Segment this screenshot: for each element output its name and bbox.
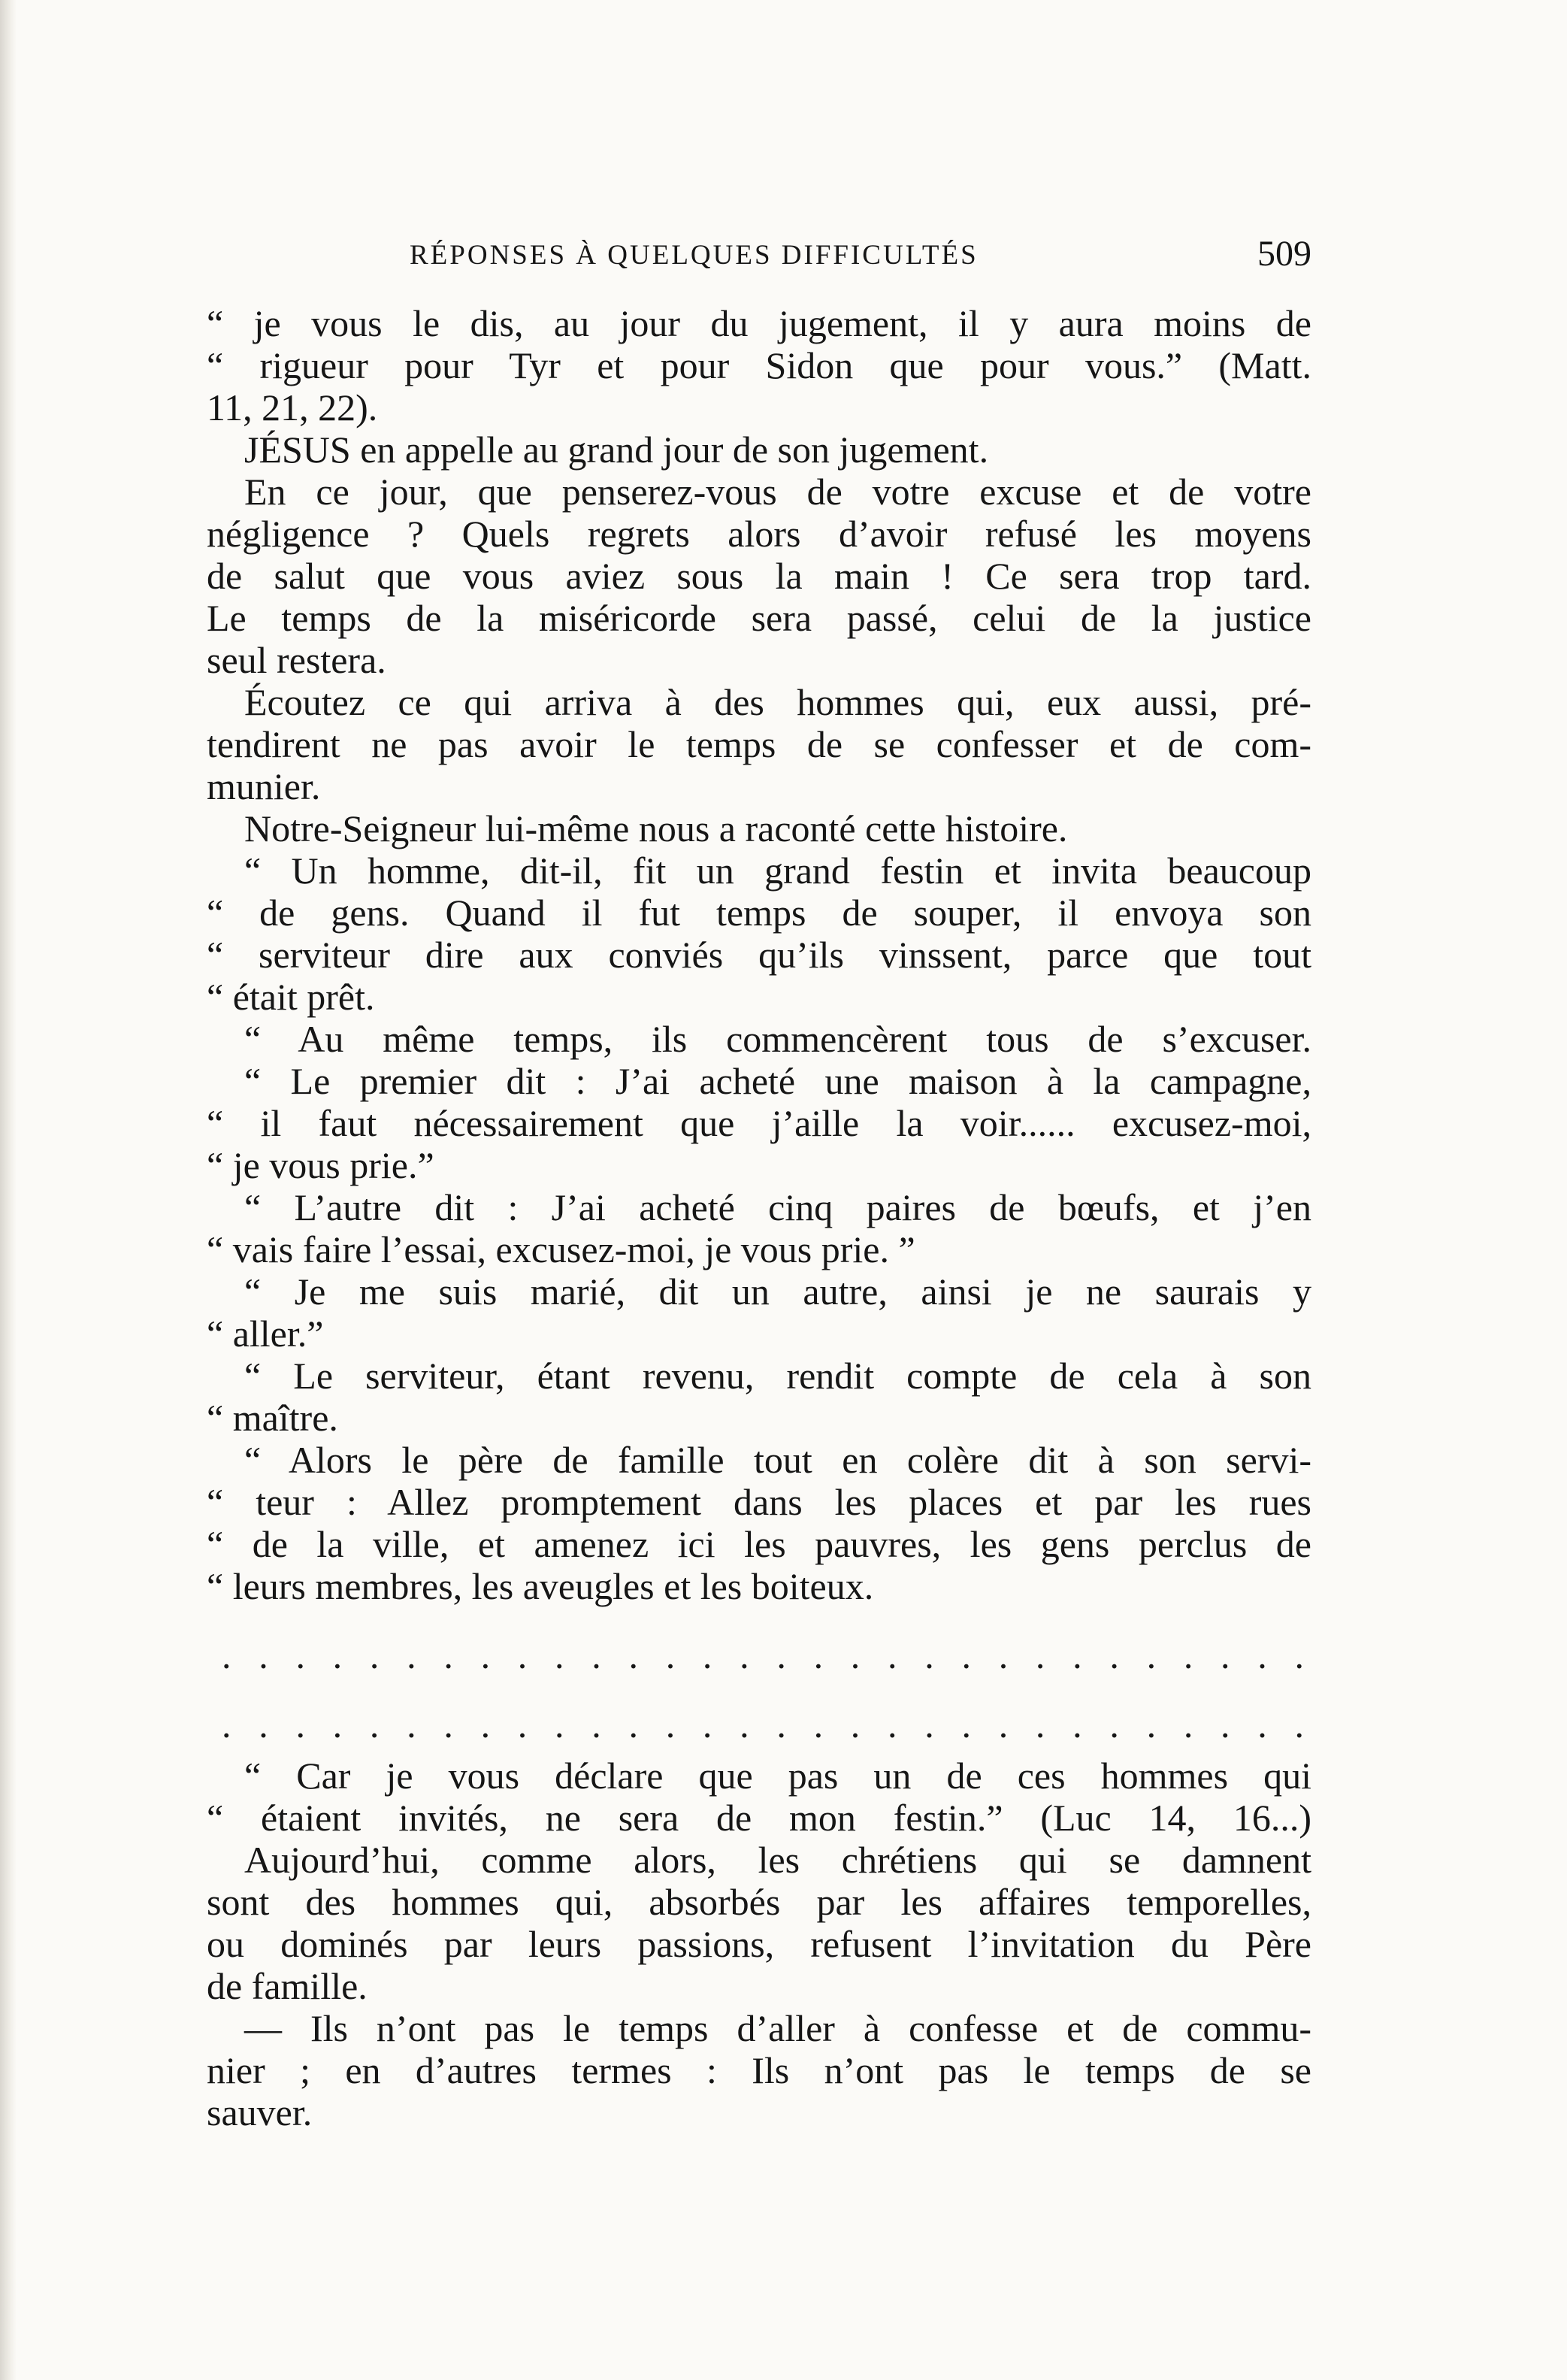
text-line: tendirent ne pas avoir le temps de se confesser et de com- xyxy=(207,723,1311,765)
text-line: “ je vous le dis, au jour du jugement, il y aura moins de xyxy=(207,302,1311,344)
text-line: “ il faut nécessairement que j’aille la voir...... excusez-moi, xyxy=(207,1102,1311,1144)
text-line: “ aller.” xyxy=(207,1313,324,1355)
text-line: nier ; en d’autres termes : Ils n’ont pas le temps de se xyxy=(207,2049,1311,2091)
text-line: Écoutez ce qui arriva à des hommes qui, eux aussi, pré- xyxy=(244,681,1311,723)
text-line: “ de la ville, et amenez ici les pauvres, les gens perclus de xyxy=(207,1523,1311,1565)
text-line: ou dominés par leurs passions, refusent l’invitation du Père xyxy=(207,1923,1311,1965)
text-line: “ Un homme, dit-il, fit un grand festin et invita beaucoup xyxy=(244,849,1311,892)
text-line: “ Car je vous déclare que pas un de ces hommes qui xyxy=(244,1755,1311,1797)
text-line: Aujourd’hui, comme alors, les chrétiens qui se damnent xyxy=(244,1839,1311,1881)
body-text xyxy=(207,302,1311,2133)
page-edge-shadow xyxy=(0,0,17,2380)
text-line: seul restera. xyxy=(207,639,386,681)
text-line: “ teur : Allez promptement dans les places et par les rues xyxy=(207,1481,1311,1523)
text-line: — Ils n’ont pas le temps d’aller à confesse et de commu- xyxy=(244,2007,1311,2049)
text-line: de salut que vous aviez sous la main ! Ce sera trop tard. xyxy=(207,555,1311,597)
text-line: “ Je me suis marié, dit un autre, ainsi je ne saurais y xyxy=(244,1270,1311,1313)
text-line: sont des hommes qui, absorbés par les affaires temporelles, xyxy=(207,1881,1311,1923)
text-line: “ Alors le père de famille tout en colère dit à son servi- xyxy=(244,1439,1311,1481)
running-head: RÉPONSES À QUELQUES DIFFICULTÉS xyxy=(410,240,979,271)
text-line: “ Le premier dit : J’ai acheté une maison à la campagne, xyxy=(244,1060,1311,1102)
text-line: “ serviteur dire aux conviés qu’ils vinssent, parce que tout xyxy=(207,934,1311,976)
ellipsis-row: . . . . . . . . . . . . . . . . . . . . . . . . . . . . . . xyxy=(222,1634,1305,1676)
text-line: “ je vous prie.” xyxy=(207,1144,434,1186)
text-line: “ Au même temps, ils commencèrent tous de s’excuser. xyxy=(244,1018,1311,1060)
text-line: négligence ? Quels regrets alors d’avoir refusé les moyens xyxy=(207,513,1311,555)
page-header xyxy=(207,233,1311,278)
text-line: “ rigueur pour Tyr et pour Sidon que pour vous.” (Matt. xyxy=(207,344,1311,386)
text-line: de famille. xyxy=(207,1965,368,2007)
text-line: “ était prêt. xyxy=(207,976,375,1018)
ellipsis-row: . . . . . . . . . . . . . . . . . . . . . . . . . . . . . . xyxy=(222,1703,1305,1746)
text-line: En ce jour, que penserez-vous de votre excuse et de votre xyxy=(244,471,1311,513)
page-number: 509 xyxy=(1257,234,1311,274)
text-line: munier. xyxy=(207,765,321,807)
text-line: “ maître. xyxy=(207,1397,338,1439)
text-line: Le temps de la miséricorde sera passé, celui de la justice xyxy=(207,597,1311,639)
text-line: “ de gens. Quand il fut temps de souper, il envoya son xyxy=(207,892,1311,934)
text-line: JÉSUS en appelle au grand jour de son jugement. xyxy=(244,428,989,471)
text-line: “ vais faire l’essai, excusez-moi, je vous prie. ” xyxy=(207,1228,915,1270)
text-line: “ leurs membres, les aveugles et les boiteux. xyxy=(207,1565,874,1607)
text-line: “ Le serviteur, étant revenu, rendit compte de cela à son xyxy=(244,1355,1311,1397)
text-line: Notre-Seigneur lui-même nous a raconté cette histoire. xyxy=(244,807,1068,849)
text-line: “ L’autre dit : J’ai acheté cinq paires de bœufs, et j’en xyxy=(244,1186,1311,1228)
text-line: sauver. xyxy=(207,2091,313,2133)
text-line: “ étaient invités, ne sera de mon festin.” (Luc 14, 16...) xyxy=(207,1797,1311,1839)
text-line: 11, 21, 22). xyxy=(207,386,378,428)
